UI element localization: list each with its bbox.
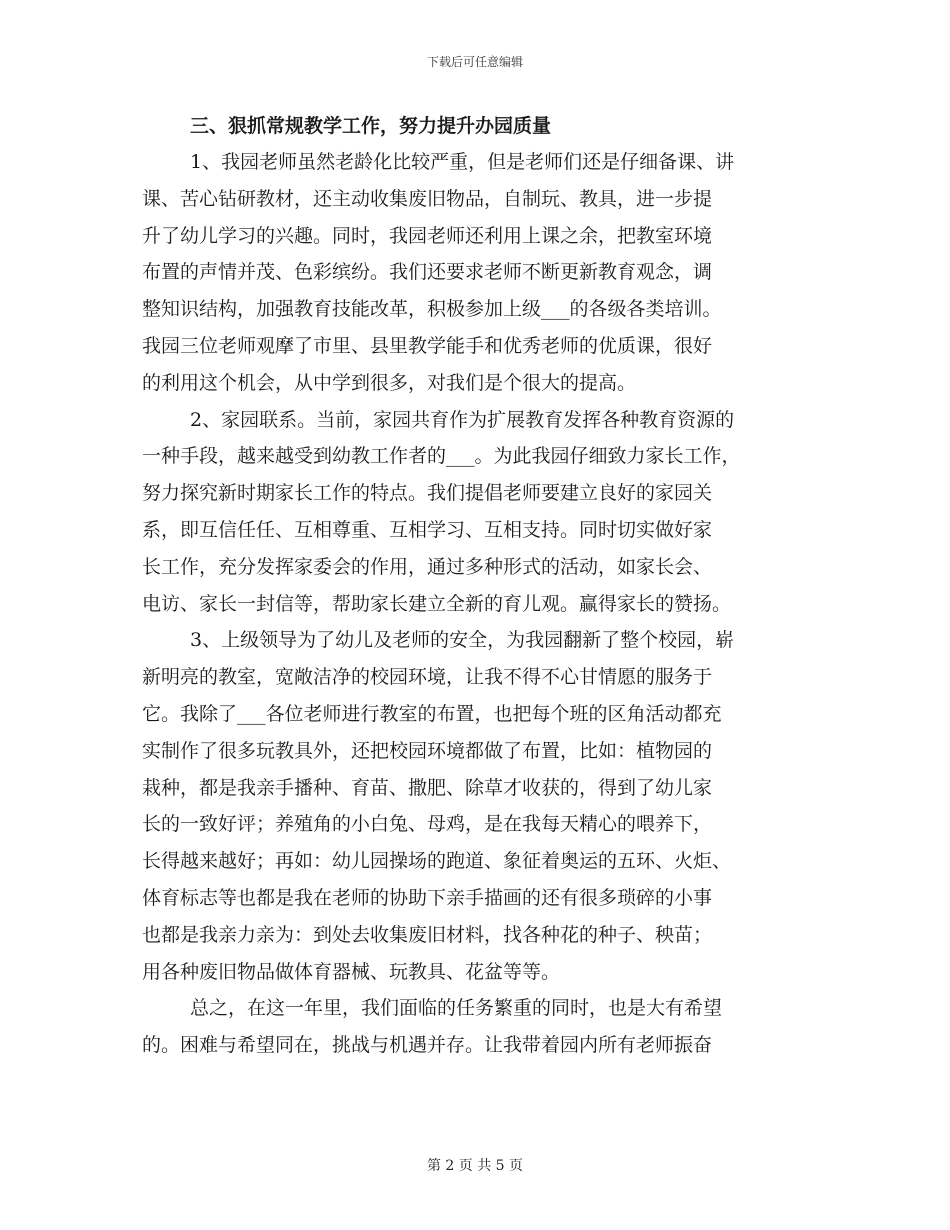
paragraph-line: 它。我除了___各位老师进行教室的布置，也把每个班的区角活动都充 [142, 702, 722, 725]
paragraph-line: 总之，在这一年里，我们面临的任务繁重的同时，也是大有希望 [190, 997, 723, 1020]
paragraph-2 [142, 402, 812, 623]
paragraph-line: 系，即互信任任、互相尊重、互相学习、互相支持。同时切实做好家 [142, 518, 713, 541]
paragraph-line: 也都是我亲力亲为：到处去收集废旧材料，找各种花的种子、秧苗； [142, 923, 713, 946]
paragraph-line: 实制作了很多玩教具外，还把校园环境都做了布置，比如：植物园的 [142, 739, 713, 762]
paragraph-line: 栽种，都是我亲手播种、育苗、撒肥、除草才收获的，得到了幼儿家 [142, 776, 713, 799]
paragraph-line: 电访、家长一封信等，帮助家长建立全新的育儿观。赢得家长的赞扬。 [142, 592, 732, 615]
paragraph-line: 我园三位老师观摩了市里、县里教学能手和优秀老师的优质课，很好 [142, 334, 713, 357]
paragraph-line: 升了幼儿学习的兴趣。同时，我园老师还利用上课之余，把教室环境 [142, 224, 713, 247]
paragraph-line: 体育标志等也都是我在老师的协助下亲手描画的还有很多琐碎的小事 [142, 886, 713, 909]
paragraph-line: 整知识结构，加强教育技能改革，积极参加上级___的各级各类培训。 [142, 298, 722, 321]
paragraph-line: 用各种废旧物品做体育器械、玩教具、花盆等等。 [142, 960, 561, 983]
document-body [142, 108, 812, 1064]
paragraph-line: 一种手段，越来越受到幼教工作者的___。为此我园仔细致力家长工作， [142, 445, 741, 468]
paragraph-line: 2、家园联系。当前，家园共育作为扩展教育发挥各种教育资源的 [190, 408, 735, 431]
paragraph-line: 努力探究新时期家长工作的特点。我们提倡老师要建立良好的家园关 [142, 482, 713, 505]
paragraph-line: 的。困难与希望同在，挑战与机遇并存。让我带着园内所有老师振奋 [142, 1034, 713, 1057]
section-title: 三、狠抓常规教学工作，努力提升办园质量 [190, 115, 552, 137]
paragraph-line: 布置的声情并茂、色彩缤纷。我们还要求老师不断更新教育观念，调 [142, 261, 713, 284]
paragraph-line: 课、苦心钻研教材，还主动收集废旧物品，自制玩、教具，进一步提 [142, 187, 713, 210]
page-number: 第 2 页 共 5 页 [426, 1158, 524, 1174]
paragraph-3 [142, 622, 812, 990]
paragraph-line: 1、我园老师虽然老龄化比较严重，但是老师们还是仔细备课、讲 [190, 151, 735, 173]
paragraph-line: 3、上级领导为了幼儿及老师的安全，为我园翻新了整个校园，崭 [190, 629, 735, 652]
paragraph-4 [142, 990, 812, 1064]
paragraph-line: 长工作，充分发挥家委会的作用，通过多种形式的活动，如家长会、 [142, 555, 713, 578]
page-header-note: 下载后可任意编辑 [426, 55, 523, 69]
paragraph-line: 新明亮的教室，宽敞洁净的校园环境，让我不得不心甘情愿的服务于 [142, 666, 713, 689]
paragraph-line: 长得越来越好；再如：幼儿园操场的跑道、象征着奥运的五环、火炬、 [142, 850, 732, 873]
paragraph-line: 长的一致好评；养殖角的小白兔、母鸡，是在我每天精心的喂养下， [142, 813, 713, 836]
paragraph-1 [142, 144, 812, 402]
paragraph-line: 的利用这个机会，从中学到很多，对我们是个很大的提高。 [142, 371, 637, 394]
